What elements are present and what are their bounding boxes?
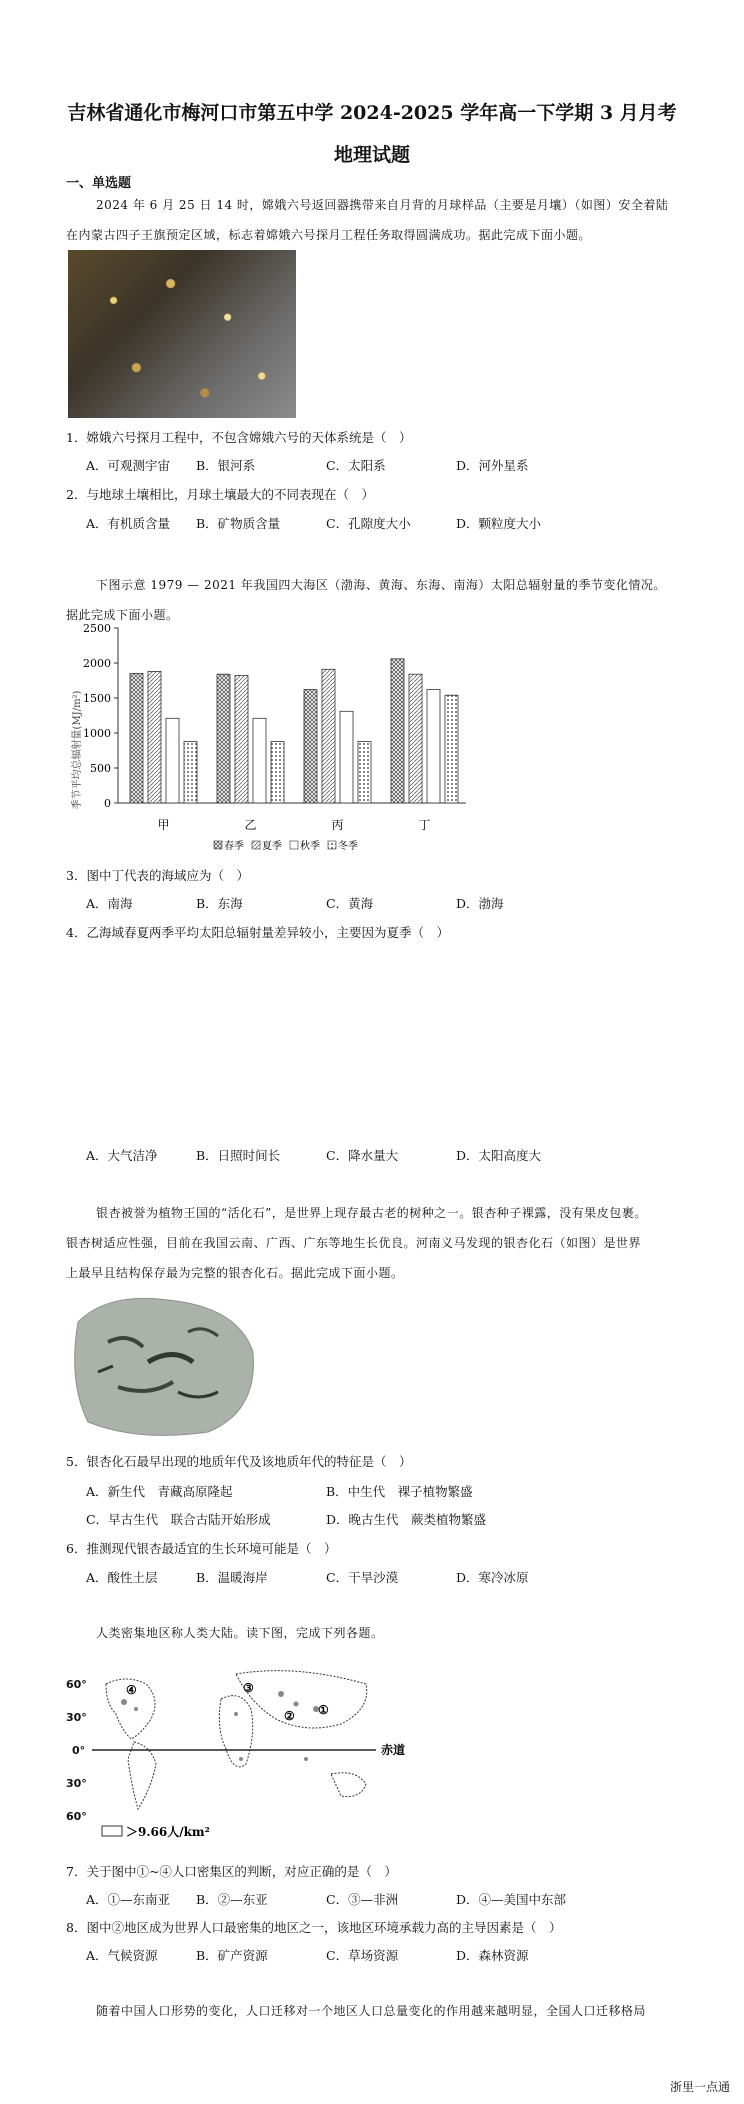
- section-heading: 一、单选题: [66, 176, 132, 191]
- bar-丁-冬季: [445, 695, 458, 803]
- lat-label-0: 0°: [72, 1744, 86, 1757]
- lat-label-30n: 30°: [66, 1711, 87, 1724]
- chart-y-axis-label: 季节平均总辐射量(MJ/m²): [72, 690, 83, 810]
- q2-option-a[interactable]: A．有机质含量: [86, 516, 171, 531]
- intro2-line2: 据此完成下面小题。: [66, 608, 179, 622]
- bar-丁-夏季: [409, 674, 422, 803]
- q6-stem: 6．推测现代银杏最适宜的生长环境可能是（ ）: [66, 1541, 337, 1556]
- intro1-line2: 在内蒙古四子王旗预定区域，标志着嫦娥六号探月工程任务取得圆满成功。据此完成下面小题。: [66, 228, 592, 242]
- y-tick-label: 1500: [83, 692, 111, 705]
- q4-stem: 4．乙海域春夏两季平均太阳总辐射量差异较小，主要因为夏季（ ）: [66, 925, 449, 940]
- q3-option-b[interactable]: B．东海: [196, 896, 243, 911]
- intro4-line1: 人类密集地区称人类大陆。读下图，完成下列各题。: [96, 1626, 384, 1640]
- q4-option-a[interactable]: A．大气洁净: [86, 1148, 158, 1163]
- region-label-2: ②: [284, 1709, 295, 1723]
- x-category-label: 乙: [244, 818, 257, 832]
- y-tick-label: 2000: [83, 657, 111, 670]
- q4-option-c[interactable]: C．降水量大: [326, 1148, 399, 1163]
- q2-option-c[interactable]: C．孔隙度大小: [326, 516, 411, 531]
- bar-甲-秋季: [166, 718, 179, 803]
- q4-option-d[interactable]: D．太阳高度大: [456, 1148, 542, 1163]
- q1-option-c[interactable]: C．太阳系: [326, 458, 386, 473]
- q8-option-b[interactable]: B．矿产资源: [196, 1948, 268, 1963]
- bar-丙-冬季: [358, 741, 371, 803]
- q4-option-b[interactable]: B．日照时间长: [196, 1148, 281, 1163]
- y-tick-label: 1000: [83, 727, 111, 740]
- region-label-3: ③: [243, 1681, 254, 1695]
- moon-soil-photo: [68, 250, 296, 418]
- q7-option-c[interactable]: C．③—非洲: [326, 1892, 399, 1907]
- q1-option-b[interactable]: B．银河系: [196, 458, 256, 473]
- q7-stem: 7．关于图中①~④人口密集区的判断，对应正确的是（ ）: [66, 1864, 397, 1879]
- bar-甲-夏季: [148, 671, 161, 803]
- bar-乙-秋季: [253, 718, 266, 803]
- bar-丁-秋季: [427, 690, 440, 803]
- legend-swatch-秋季: [290, 841, 298, 849]
- q5-option-c[interactable]: C．早古生代 联合古陆开始形成: [86, 1512, 271, 1527]
- q5-option-b[interactable]: B．中生代 裸子植物繁盛: [326, 1484, 473, 1499]
- q8-option-d[interactable]: D．森林资源: [456, 1948, 529, 1963]
- y-tick-label: 0: [104, 797, 111, 810]
- q5-option-d[interactable]: D．晚古生代 蕨类植物繁盛: [326, 1512, 487, 1527]
- legend-swatch-春季: [214, 841, 222, 849]
- q5-option-a[interactable]: A．新生代 青藏高原隆起: [86, 1484, 233, 1499]
- bar-甲-春季: [130, 674, 143, 804]
- q7-option-a[interactable]: A．①—东南亚: [86, 1892, 171, 1907]
- x-category-label: 丁: [418, 818, 431, 832]
- legend-swatch-夏季: [252, 841, 260, 849]
- q2-option-d[interactable]: D．颗粒度大小: [456, 516, 542, 531]
- intro3-line3: 上最早且结构保存最为完整的银杏化石。据此完成下面小题。: [66, 1266, 404, 1280]
- population-density-map: [66, 1664, 426, 1854]
- lat-label-60n: 60°: [66, 1678, 87, 1691]
- q7-option-d[interactable]: D．④—美国中东部: [456, 1892, 567, 1907]
- intro1-line1: 2024 年 6 月 25 日 14 时，嫦娥六号返回器携带来自月背的月球样品（主要是月壤）（如图）安全着陆: [96, 198, 669, 212]
- doc-title-line2: 地理试题: [333, 144, 410, 166]
- bar-丁-春季: [391, 659, 404, 803]
- radiation-bar-chart: [66, 618, 496, 858]
- q1-option-a[interactable]: A．可观测宇宙: [86, 458, 171, 473]
- q3-option-c[interactable]: C．黄海: [326, 896, 374, 911]
- bar-乙-夏季: [235, 676, 248, 803]
- intro2-line1: 下图示意 1979 — 2021 年我国四大海区（渤海、黄海、东海、南海）太阳总辐射量的季节变化情况。: [96, 578, 666, 592]
- q2-stem: 2．与地球土壤相比，月球土壤最大的不同表现在（ ）: [66, 487, 374, 502]
- q1-stem: 1．嫦娥六号探月工程中，不包含嫦娥六号的天体系统是（ ）: [66, 430, 412, 445]
- q6-option-c[interactable]: C．干旱沙漠: [326, 1570, 399, 1585]
- q6-option-a[interactable]: A．酸性土层: [86, 1570, 158, 1585]
- intro3-line2: 银杏树适应性强，目前在我国云南、广西、广东等地生长优良。河南义马发现的银杏化石（如图）是世界: [66, 1236, 642, 1250]
- bar-甲-冬季: [184, 741, 197, 803]
- legend-label-秋季: 秋季: [300, 841, 320, 852]
- region-label-1: ①: [318, 1703, 329, 1717]
- legend-swatch: [102, 1826, 122, 1836]
- q8-option-c[interactable]: C．草场资源: [326, 1948, 399, 1963]
- y-tick-label: 2500: [83, 622, 111, 635]
- continent-outlines: [106, 1671, 367, 1809]
- x-category-label: 丙: [331, 818, 344, 832]
- q7-option-b[interactable]: B．②—东亚: [196, 1892, 268, 1907]
- y-tick-label: 500: [90, 762, 111, 775]
- q2-option-b[interactable]: B．矿物质含量: [196, 516, 281, 531]
- legend-swatch-冬季: [328, 841, 336, 849]
- bar-丙-春季: [304, 690, 317, 803]
- q6-option-b[interactable]: B．温暖海岸: [196, 1570, 268, 1585]
- region-label-4: ④: [126, 1683, 137, 1697]
- intro3-line1: 银杏被誉为植物王国的“活化石”，是世界上现存最古老的树种之一。银杏种子裸露，没有果皮包裹。: [96, 1206, 647, 1220]
- q1-option-d[interactable]: D．河外星系: [456, 458, 529, 473]
- equator-label: 赤道: [381, 1743, 406, 1757]
- intro5-line1: 随着中国人口形势的变化，人口迁移对一个地区人口总量变化的作用越来越明显，全国人口迁移格局: [96, 2004, 647, 2018]
- bar-丙-秋季: [340, 711, 353, 803]
- legend-label: ＞9.66人/km²: [126, 1825, 210, 1839]
- lat-label-30s: 30°: [66, 1777, 87, 1790]
- doc-title-line1: 吉林省通化市梅河口市第五中学 2024-2025 学年高一下学期 3 月月考: [67, 102, 677, 124]
- x-category-label: 甲: [157, 818, 170, 832]
- legend-label-冬季: 冬季: [338, 841, 358, 852]
- bar-乙-冬季: [271, 741, 284, 803]
- lat-label-60s: 60°: [66, 1810, 87, 1823]
- q3-option-a[interactable]: A．南海: [86, 896, 133, 911]
- bar-乙-春季: [217, 674, 230, 803]
- q6-option-d[interactable]: D．寒冷冰原: [456, 1570, 529, 1585]
- q3-option-d[interactable]: D．渤海: [456, 896, 504, 911]
- bar-丙-夏季: [322, 669, 335, 803]
- q8-option-a[interactable]: A．气候资源: [86, 1948, 158, 1963]
- q3-stem: 3．图中丁代表的海域应为（ ）: [66, 868, 249, 883]
- q8-stem: 8．图中②地区成为世界人口最密集的地区之一，该地区环境承载力高的主导因素是（ ）: [66, 1920, 562, 1935]
- ginkgo-fossil-photo: [68, 1292, 258, 1442]
- q5-stem: 5．银杏化石最早出现的地质年代及该地质年代的特征是（ ）: [66, 1454, 412, 1469]
- footer-watermark: 浙里一点通: [669, 2080, 730, 2094]
- legend-label-春季: 春季: [224, 841, 244, 852]
- legend-label-夏季: 夏季: [262, 841, 282, 852]
